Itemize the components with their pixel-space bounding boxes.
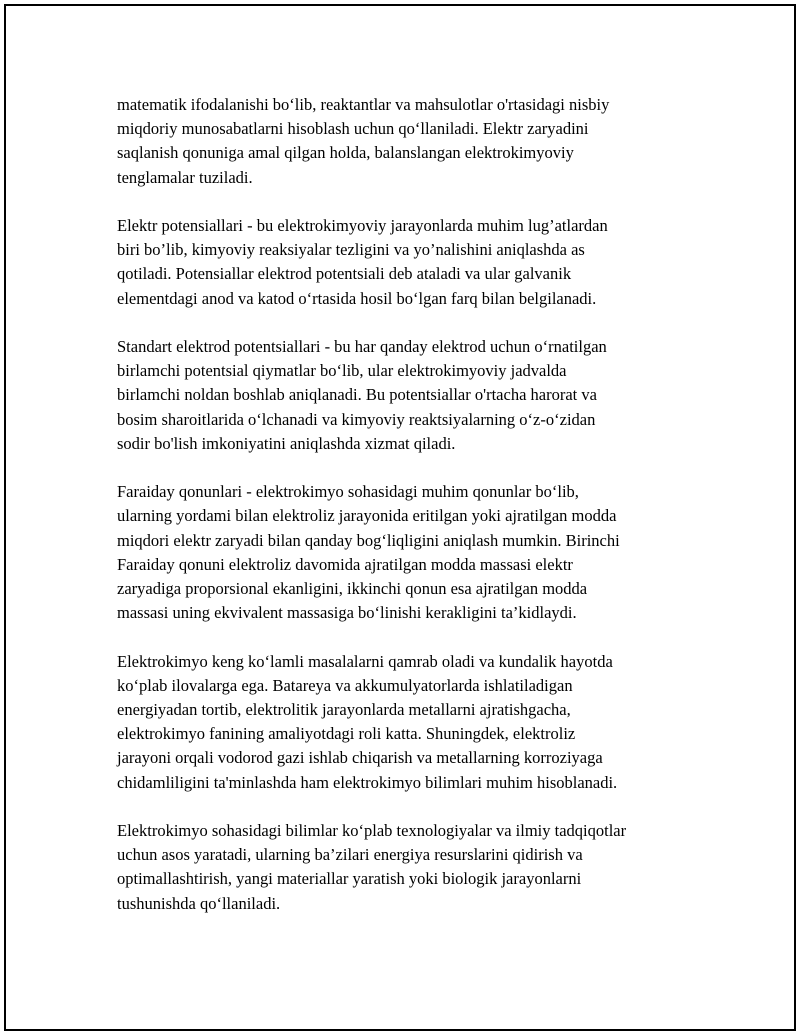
paragraph-electric-potentials: Elektr potensiallari - bu elektrokimyoviy jarayonlarda muhim lug’atlardan biri bo’lib, kimyoviy reaksiyalar tezligini va yo’nalishini aniqlashda as qotiladi. Potensiallar elektrod potentsiali deb ataladi va ular galvanik elementdagi anod va katod o‘rtasida hosil bo‘lgan farq bilan belgilanadi.: [117, 216, 608, 308]
paragraph-conclusion: Elektrokimyo sohasidagi bilimlar ko‘plab texnologiyalar va ilmiy tadqiqotlar uchun asos yaratadi, ularning ba’zilari energiya resurslarini qidirish va optimallashtirish, yangi materiallar yaratish yoki biologik jarayonlarni tushunishda qo‘llaniladi.: [117, 821, 627, 913]
paragraph-continuation: matematik ifodalanishi bo‘lib, reaktantlar va mahsulotlar o'rtasidagi nisbiy miqdoriy munosabatlarni hisoblash uchun qo‘llaniladi. Elektr zaryadini saqlanish qonuniga amal qilgan holda, balanslangan elektrokimyoviy tenglamalar tuziladi.: [117, 95, 610, 187]
document-body: [117, 93, 697, 940]
paragraph-faraday-laws: Faraiday qonunlari - elektrokimyo sohasidagi muhim qonunlar bo‘lib, ularning yordami bilan elektroliz jarayonida eritilgan yoki ajratilgan modda miqdori elektr zaryadi bilan qanday bog‘liqligini aniqlash mumkin. Birinchi Faraiday qonuni elektroliz davomida ajratilgan modda massasi elektr zaryadiga proporsional ekanligini, ikkinchi qonun esa ajratilgan modda massasi uning ekvivalent massasiga bo‘linishi kerakligini ta’kidlaydi.: [117, 482, 620, 623]
paragraph-standard-electrode-potentials: Standart elektrod potentsiallari - bu har qanday elektrod uchun o‘rnatilgan birlamchi potentsial qiymatlar bo‘lib, ular elektrokimyoviy jadvalda birlamchi noldan boshlab aniqlanadi. Bu potentsiallar o'rtacha harorat va bosim sharoitlarida o‘lchanadi va kimyoviy reaktsiyalarning o‘z-o‘zidan sodir bo'lish imkoniyatini aniqlashda xizmat qiladi.: [117, 337, 607, 453]
paragraph-applications: Elektrokimyo keng ko‘lamli masalalarni qamrab oladi va kundalik hayotda ko‘plab ilovalarga ega. Batareya va akkumulyatorlarda ishlatiladigan energiyadan tortib, elektrolitik jarayonlarda metallarni ajratishgacha, elektrokimyo fanining amaliyotdagi roli katta. Shuningdek, elektroliz jarayoni orqali vodorod gazi ishlab chiqarish va metallarning korroziyaga chidamliligini ta'minlashda ham elektrokimyo bilimlari muhim hisoblanadi.: [117, 651, 618, 792]
